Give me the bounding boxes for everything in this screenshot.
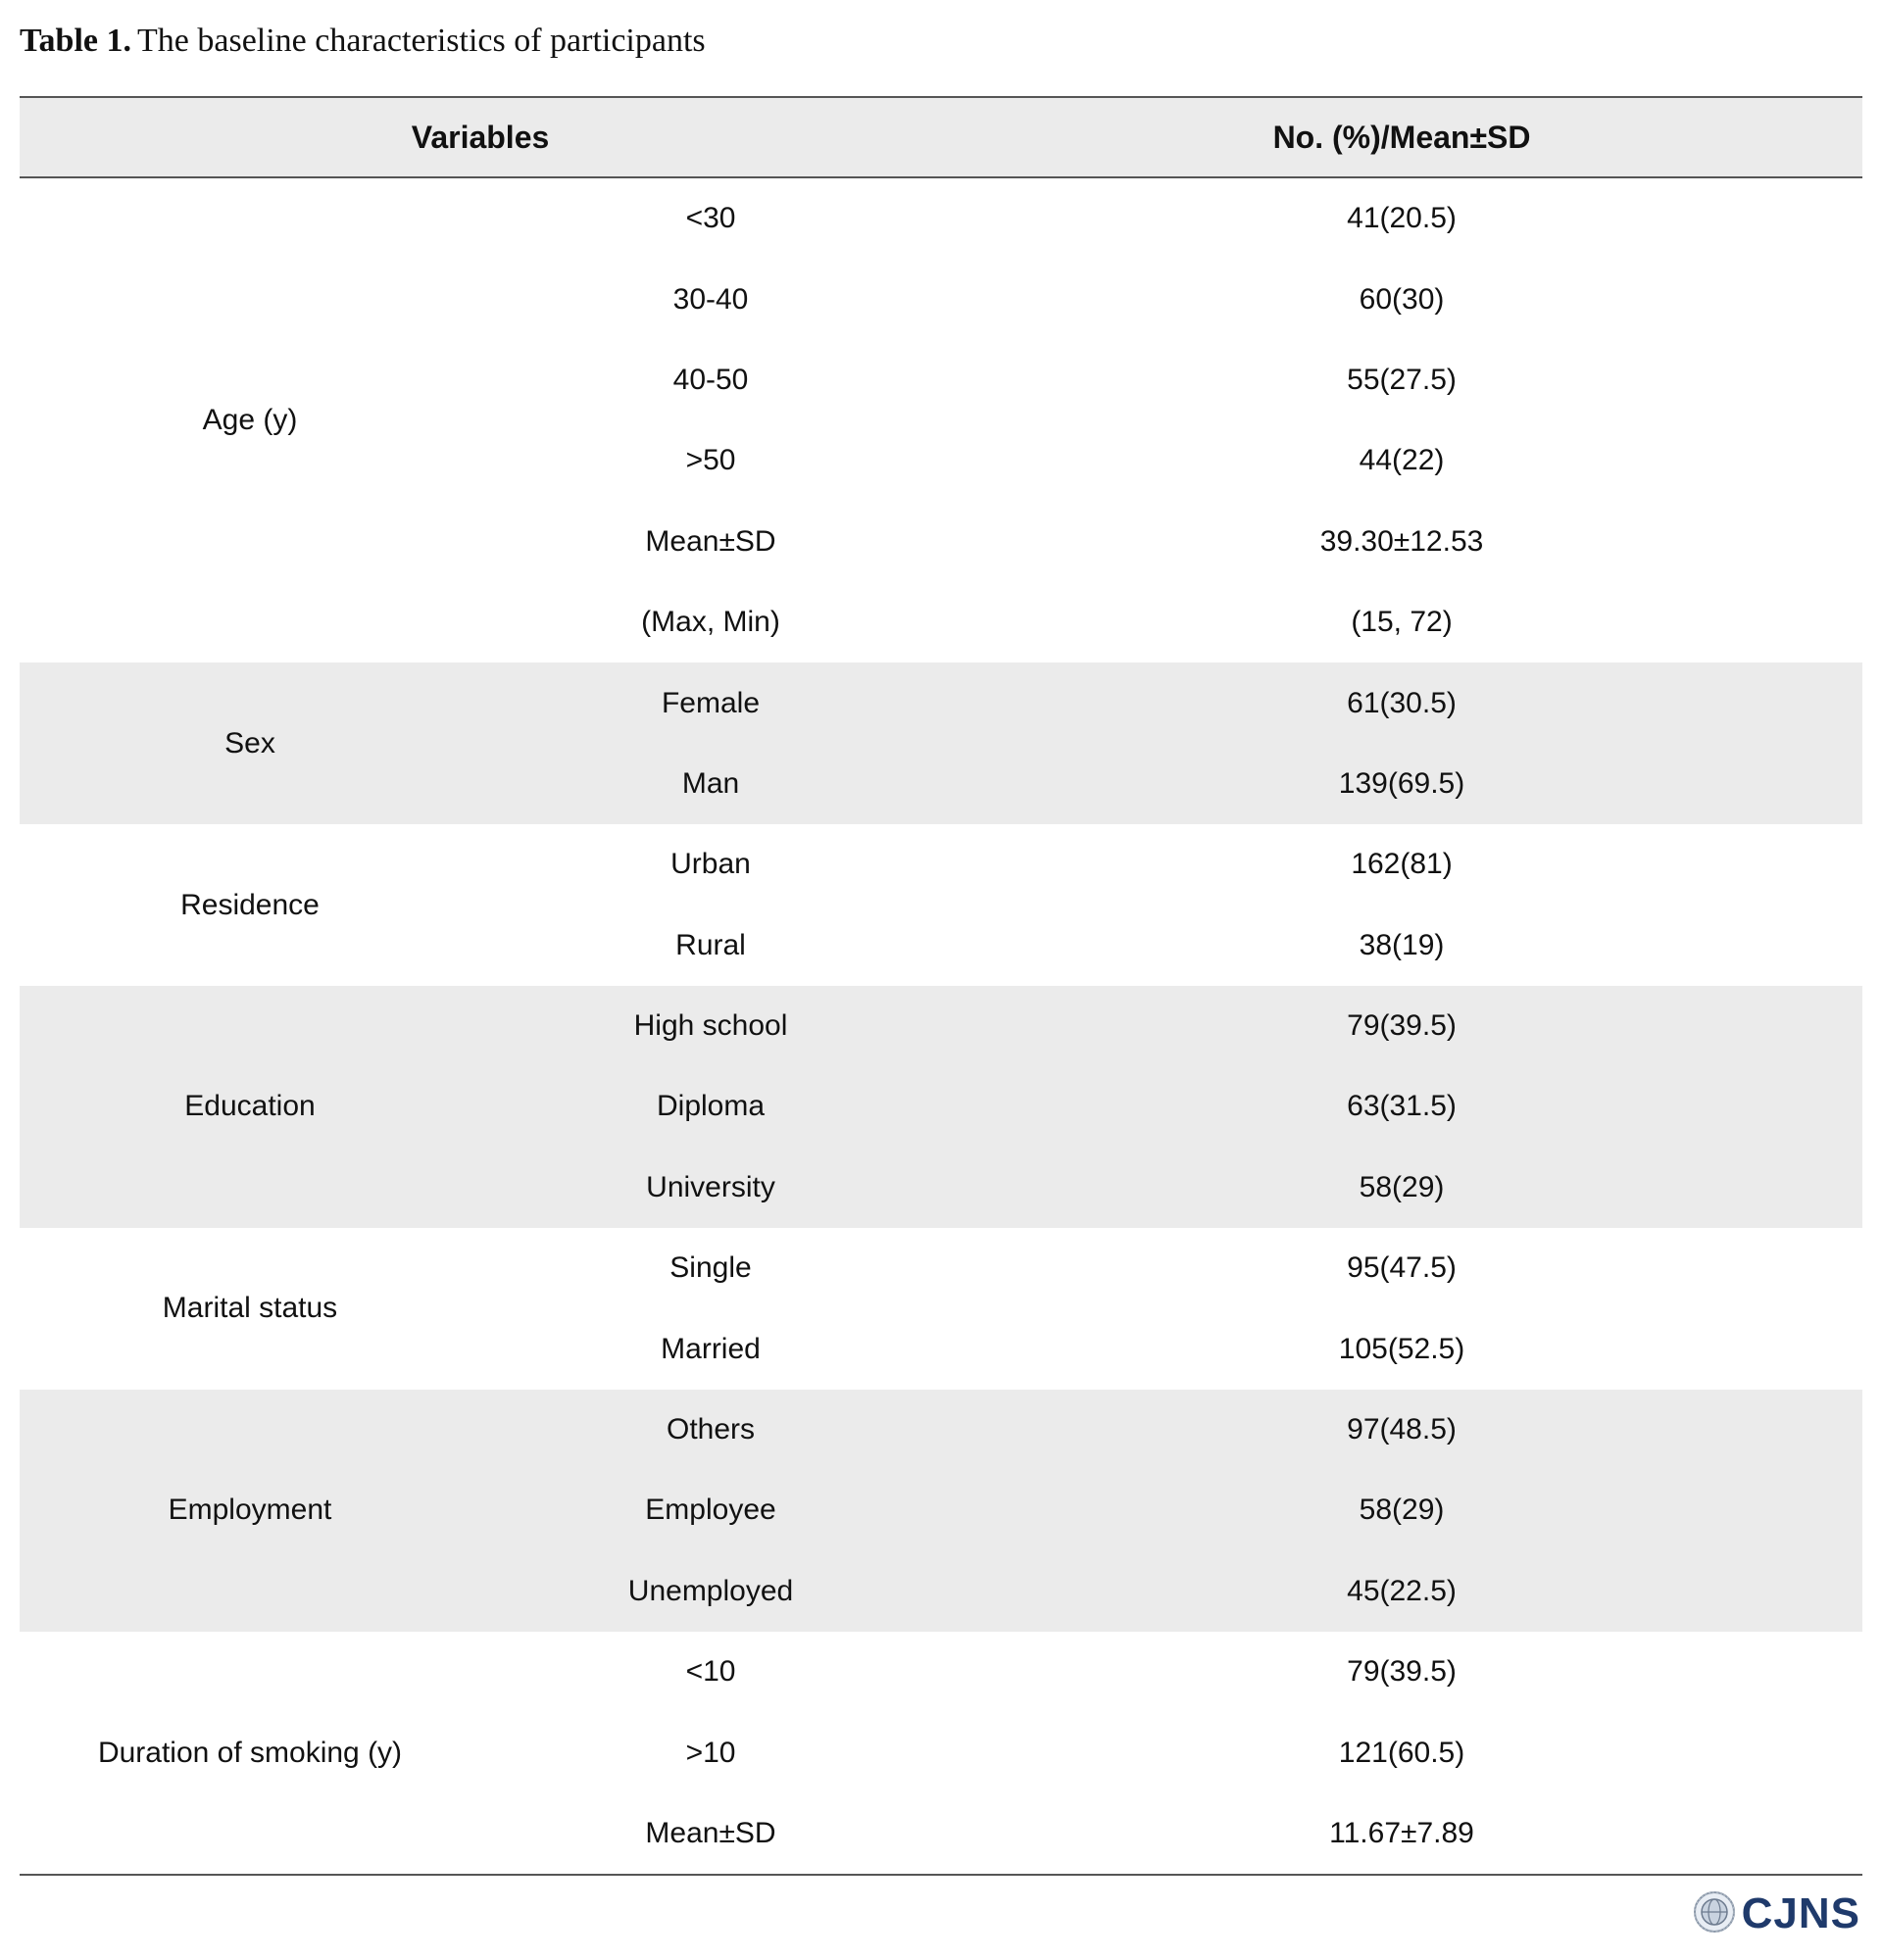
subcategory-cell: >10	[685, 1736, 736, 1769]
value-cell: 63(31.5)	[941, 1066, 1862, 1147]
value-cell: 79(39.5)	[1347, 1655, 1457, 1689]
caption-label: Table 1.	[20, 23, 132, 59]
variable-cell-marital-status: Marital status	[162, 1292, 338, 1325]
journal-logo	[1693, 1889, 1860, 1938]
variable-cell-education: Education	[20, 986, 480, 1228]
value-cell: 95(47.5)	[1347, 1251, 1457, 1285]
subcategory-cell: University	[480, 1148, 941, 1228]
subcategory-cell: Employee	[480, 1470, 941, 1550]
table-row	[20, 824, 1862, 905]
subcategory-cell: Urban	[670, 848, 751, 881]
globe-icon	[1693, 1890, 1736, 1938]
table-row	[20, 986, 1862, 1066]
variable-cell-employment: Employment	[20, 1390, 480, 1632]
value-cell: 38(19)	[1359, 928, 1445, 961]
value-cell: 58(29)	[941, 1148, 1862, 1228]
value-cell: 139(69.5)	[941, 744, 1862, 824]
subcategory-cell: (Max, Min)	[641, 606, 780, 639]
subcategory-cell: Mean±SD	[645, 524, 776, 558]
table-container	[20, 96, 1862, 1876]
subcategory-cell: Married	[661, 1332, 761, 1365]
value-cell: 61(30.5)	[941, 662, 1862, 743]
header-values: No. (%)/Mean±SD	[941, 97, 1862, 177]
value-cell: (15, 72)	[1351, 606, 1453, 639]
value-cell: 162(81)	[1351, 848, 1453, 881]
caption-text: The baseline characteristics of participants	[137, 23, 706, 59]
value-cell: 97(48.5)	[941, 1390, 1862, 1470]
variable-cell-age: Age (y)	[202, 404, 298, 437]
table-row	[20, 177, 1862, 259]
value-cell: 39.30±12.53	[1319, 524, 1484, 558]
value-cell: 44(22)	[1359, 444, 1445, 477]
variable-cell-residence: Residence	[180, 888, 320, 921]
subcategory-cell: Man	[480, 744, 941, 824]
subcategory-cell: Mean±SD	[480, 1793, 941, 1875]
value-cell: 41(20.5)	[1347, 202, 1457, 235]
value-cell: 11.67±7.89	[941, 1793, 1862, 1875]
value-cell: 45(22.5)	[941, 1551, 1862, 1632]
subcategory-cell: >50	[685, 444, 736, 477]
variable-cell-sex: Sex	[20, 662, 480, 824]
value-cell: 79(39.5)	[941, 986, 1862, 1066]
subcategory-cell: Others	[480, 1390, 941, 1470]
table-row	[20, 662, 1862, 743]
subcategory-cell: Single	[669, 1251, 752, 1285]
table-header-row	[20, 97, 1862, 177]
baseline-characteristics-table	[20, 96, 1862, 1876]
variable-cell-duration-of-smoking: Duration of smoking (y)	[20, 1632, 480, 1875]
subcategory-cell: <30	[685, 202, 736, 235]
table-row	[20, 1390, 1862, 1470]
logo-text: CJNS	[1741, 1889, 1860, 1937]
table-row	[20, 1632, 1862, 1712]
value-cell: 121(60.5)	[1338, 1736, 1465, 1769]
subcategory-cell: Rural	[675, 928, 746, 961]
subcategory-cell: Diploma	[480, 1066, 941, 1147]
table-row	[20, 1228, 1862, 1308]
value-cell: 105(52.5)	[1338, 1332, 1465, 1365]
header-variables: Variables	[20, 97, 941, 177]
subcategory-cell: 30-40	[672, 282, 749, 316]
table-caption	[20, 18, 706, 65]
value-cell: 58(29)	[941, 1470, 1862, 1550]
subcategory-cell: <10	[685, 1655, 736, 1689]
subcategory-cell: Unemployed	[480, 1551, 941, 1632]
value-cell: 55(27.5)	[1347, 363, 1457, 396]
subcategory-cell: High school	[480, 986, 941, 1066]
subcategory-cell: 40-50	[672, 363, 749, 396]
value-cell: 60(30)	[1359, 282, 1445, 316]
subcategory-cell: Female	[480, 662, 941, 743]
